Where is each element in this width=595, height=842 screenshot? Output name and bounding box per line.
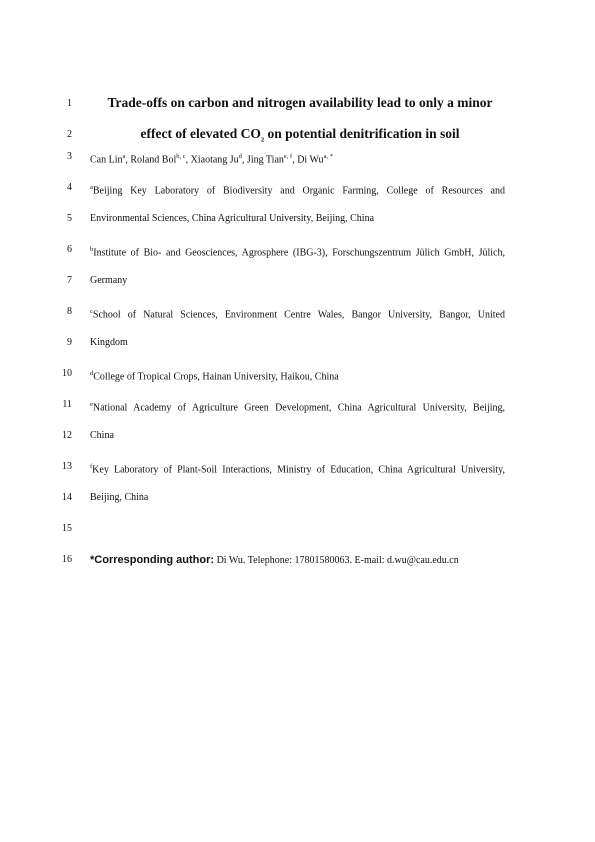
- authors-line: [0, 148, 595, 166]
- line-number: 14: [62, 492, 72, 503]
- affiliation-e: [90, 398, 505, 415]
- text-run: effect of elevated CO: [140, 126, 261, 141]
- affiliation-e-line-1: [0, 396, 595, 414]
- affiliation-f-line-1: [0, 458, 595, 476]
- line-number: 7: [67, 275, 72, 286]
- subscript: 2: [260, 136, 265, 144]
- text-run: School of Natural Sciences, Environment Centre Wales, Bangor University, Bangor, United: [92, 309, 505, 321]
- affiliation-marker: a: [122, 153, 126, 160]
- text-run: Institute of Bio- and Geosciences, Agrosphere (IBG-3), Forschungszentrum Jülich GmbH, Jülich,: [93, 247, 505, 259]
- affiliation-a: [90, 181, 505, 198]
- text-run: , Di Wu: [292, 154, 324, 166]
- line-number: 9: [67, 337, 72, 348]
- text-run: College of Tropical Crops, Hainan University, Haikou, China: [93, 371, 339, 383]
- affiliation-f-line-2: [0, 489, 595, 507]
- affiliation-marker: a, *: [323, 153, 333, 160]
- affiliation-marker: e, f: [283, 153, 293, 160]
- text-run: China: [90, 430, 114, 441]
- line-number: 3: [67, 151, 72, 162]
- affiliation-f-continued: [90, 491, 505, 505]
- line-number: 12: [62, 430, 72, 441]
- paper-title-line-2: [90, 126, 510, 149]
- corresponding-author: [90, 553, 505, 568]
- line-number: 2: [67, 129, 72, 140]
- affiliation-f: [90, 460, 505, 477]
- text-run: Beijing Key Laboratory of Biodiversity and Organic Farming, College of Resources and: [92, 185, 505, 197]
- affiliation-c: [90, 305, 505, 322]
- text-run: Environmental Sciences, China Agricultural University, Beijing, China: [90, 213, 375, 224]
- text-run: on potential denitrification in soil: [264, 126, 460, 141]
- text-run: Beijing, China: [90, 492, 149, 503]
- line-number: 16: [62, 554, 72, 565]
- line-number: 5: [67, 213, 72, 224]
- affiliation-c-continued: [90, 336, 505, 350]
- affiliation-b-line-2: [0, 272, 595, 290]
- blank-line: [0, 520, 595, 538]
- affiliation-marker: b, c: [176, 153, 186, 160]
- line-number: 11: [62, 399, 72, 410]
- affiliation-d: [90, 367, 505, 384]
- affiliation-marker: e: [90, 401, 93, 408]
- text-run: Trade-offs on carbon and nitrogen availability lead to only a minor: [107, 95, 493, 110]
- text-run: , Xiaotang Ju: [185, 154, 239, 166]
- corresponding-author-label: *Corresponding author:: [90, 554, 215, 566]
- title-line-2: [0, 126, 595, 144]
- affiliation-e-continued: [90, 429, 505, 443]
- text-run: Di Wu. Telephone: 17801580063. E-mail: d.wu@cau.edu.cn: [214, 555, 459, 566]
- text-run: National Academy of Agriculture Green Development, China Agricultural University, Beijing,: [92, 402, 505, 414]
- line-number: 8: [67, 306, 72, 317]
- corresponding-author-line: [0, 551, 595, 569]
- affiliation-a-line-1: [0, 179, 595, 197]
- affiliation-e-line-2: [0, 427, 595, 445]
- text-run: Kingdom: [90, 337, 128, 348]
- affiliation-b: [90, 243, 505, 260]
- affiliation-marker: d: [238, 153, 242, 160]
- text-run: , Roland Bol: [125, 154, 177, 166]
- affiliation-marker: d: [90, 370, 94, 377]
- line-number: 15: [62, 523, 72, 534]
- affiliation-c-line-2: [0, 334, 595, 352]
- affiliation-d-line: [0, 365, 595, 383]
- affiliation-marker: c: [90, 308, 93, 315]
- text-run: , Jing Tian: [241, 154, 284, 166]
- line-number: 10: [62, 368, 72, 379]
- line-number: 1: [67, 98, 72, 109]
- text-run: Can Lin: [90, 154, 123, 166]
- text-run: Key Laboratory of Plant-Soil Interactions, Ministry of Education, China Agricultural University,: [92, 464, 505, 476]
- title-line-1: [0, 95, 595, 113]
- author-list: [90, 150, 505, 167]
- affiliation-b-line-1: [0, 241, 595, 259]
- affiliation-c-line-1: [0, 303, 595, 321]
- affiliation-marker: a: [90, 184, 93, 191]
- paper-title-line-1: [90, 95, 510, 111]
- affiliation-b-continued: [90, 274, 505, 288]
- text-run: Germany: [90, 275, 128, 286]
- line-number: 6: [67, 244, 72, 255]
- affiliation-a-continued: [90, 212, 505, 226]
- affiliation-marker: f: [90, 463, 93, 470]
- affiliation-a-line-2: [0, 210, 595, 228]
- line-number: 4: [67, 182, 72, 193]
- line-number: 13: [62, 461, 72, 472]
- affiliation-marker: b: [90, 246, 94, 253]
